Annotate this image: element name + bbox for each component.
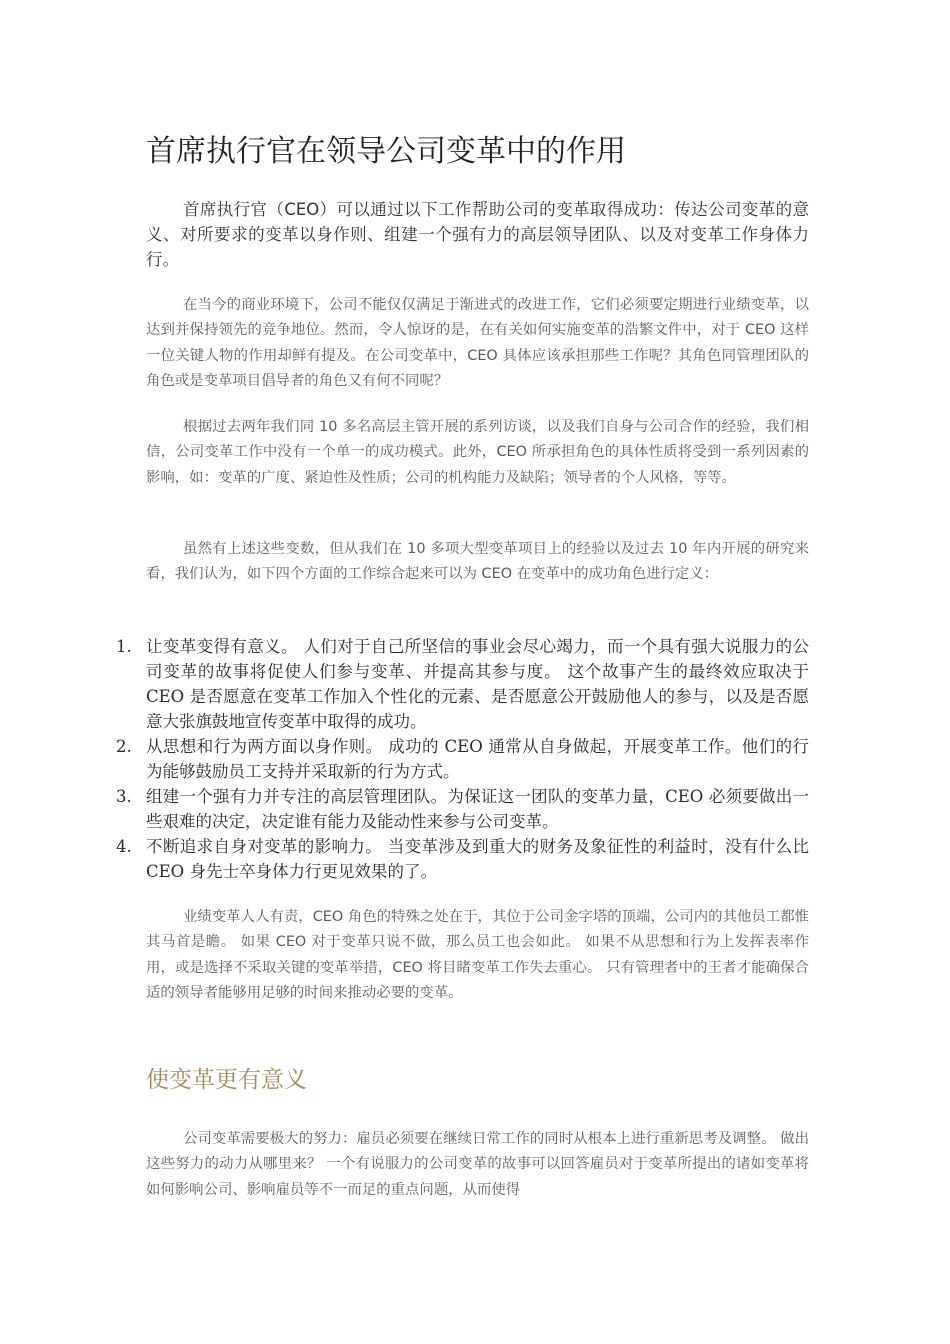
document-title: 首席执行官在领导公司变革中的作用 [146, 134, 626, 169]
section-paragraph: 公司变革需要极大的努力：雇员必须要在继续日常工作的同时从根本上进行重新思考及调整。 做出这些努力的动力从哪里来？ 一个有说服力的公司变革的故事可以回答雇员对于变革所提出的诸如变革将如何影响公司、影响雇员等不一而足的重点问题，从而使得 [146, 1131, 809, 1198]
list-item-text: 组建一个强有力并专注的高层管理团队。为保证这一团队的变革力量，CEO 必须要做出一些艰难的决定，决定谁有能力及能动性来参与公司变革。 [146, 787, 809, 831]
list-number: 1. [116, 637, 132, 656]
intro-paragraph: 首席执行官（CEO）可以通过以下工作帮助公司的变革取得成功：传达公司变革的意义、对所要求的变革以身作则、组建一个强有力的高层领导团队、以及对变革工作身体力行。 [146, 200, 809, 269]
numbered-list [116, 634, 809, 884]
list-item-text: 让变革变得有意义。 人们对于自己所坚信的事业会尽心竭力，而一个具有强大说服力的公司变革的故事将促使人们参与变革、并提高其参与度。 这个故事产生的最终效应取决于 CEO 是否愿意在变革工作加入个性化的元素、是否愿意公开鼓励他人的参与，以及是否愿意大张旗鼓地宣传变革中取得的成功。 [146, 637, 809, 731]
list-item-text: 不断追求自身对变革的影响力。 当变革涉及到重大的财务及象征性的利益时，没有什么比 CEO 身先士卒身体力行更见效果的了。 [146, 837, 809, 881]
list-number: 2. [116, 737, 132, 756]
list-item [116, 634, 809, 734]
body-paragraph-2: 根据过去两年我们同 10 多名高层主管开展的系列访谈，以及我们自身与公司合作的经验，我们相信，公司变革工作中没有一个单一的成功模式。此外，CEO 所承担角色的具体性质将受到一系列因素的影响，如：变革的广度、紧迫性及性质；公司的机构能力及缺陷；领导者的个人风格，等等。 [146, 419, 809, 486]
list-number: 3. [116, 787, 132, 806]
list-item [116, 784, 809, 834]
list-number: 4. [116, 837, 132, 856]
body-paragraph-1: 在当今的商业环境下，公司不能仅仅满足于渐进式的改进工作，它们必须要定期进行业绩变革，以达到并保持领先的竞争地位。然而，令人惊讶的是，在有关如何实施变革的浩繁文件中，对于 CEO 这样一位关键人物的作用却鲜有提及。在公司变革中，CEO 具体应该承担那些工作呢？其角色同管理团队的角色或是变革项目倡导者的角色又有何不同呢？ [146, 297, 809, 390]
after-list-paragraph: 业绩变革人人有责，CEO 角色的特殊之处在于，其位于公司金字塔的顶端，公司内的其他员工都惟其马首是瞻。 如果 CEO 对于变革只说不做，那么员工也会如此。 如果不从思想和行为上发挥表率作用，或是选择不采取关键的变革举措，CEO 将目睹变革工作失去重心。 只有管理者中的王者才能确保合适的领导者能够用足够的时间来推动必要的变革。 [146, 909, 809, 1002]
list-item-text: 从思想和行为两方面以身作则。 成功的 CEO 通常从自身做起，开展变革工作。他们的行为能够鼓励员工支持并采取新的行为方式。 [146, 737, 809, 781]
body-paragraph-3: 虽然有上述这些变数，但从我们在 10 多项大型变革项目上的经验以及过去 10 年内开展的研究来看，我们认为，如下四个方面的工作综合起来可以为 CEO 在变革中的成功角色进行定义： [146, 541, 809, 583]
list-item [116, 834, 809, 884]
list-item [116, 734, 809, 784]
section-heading: 使变革更有意义 [146, 1067, 307, 1093]
